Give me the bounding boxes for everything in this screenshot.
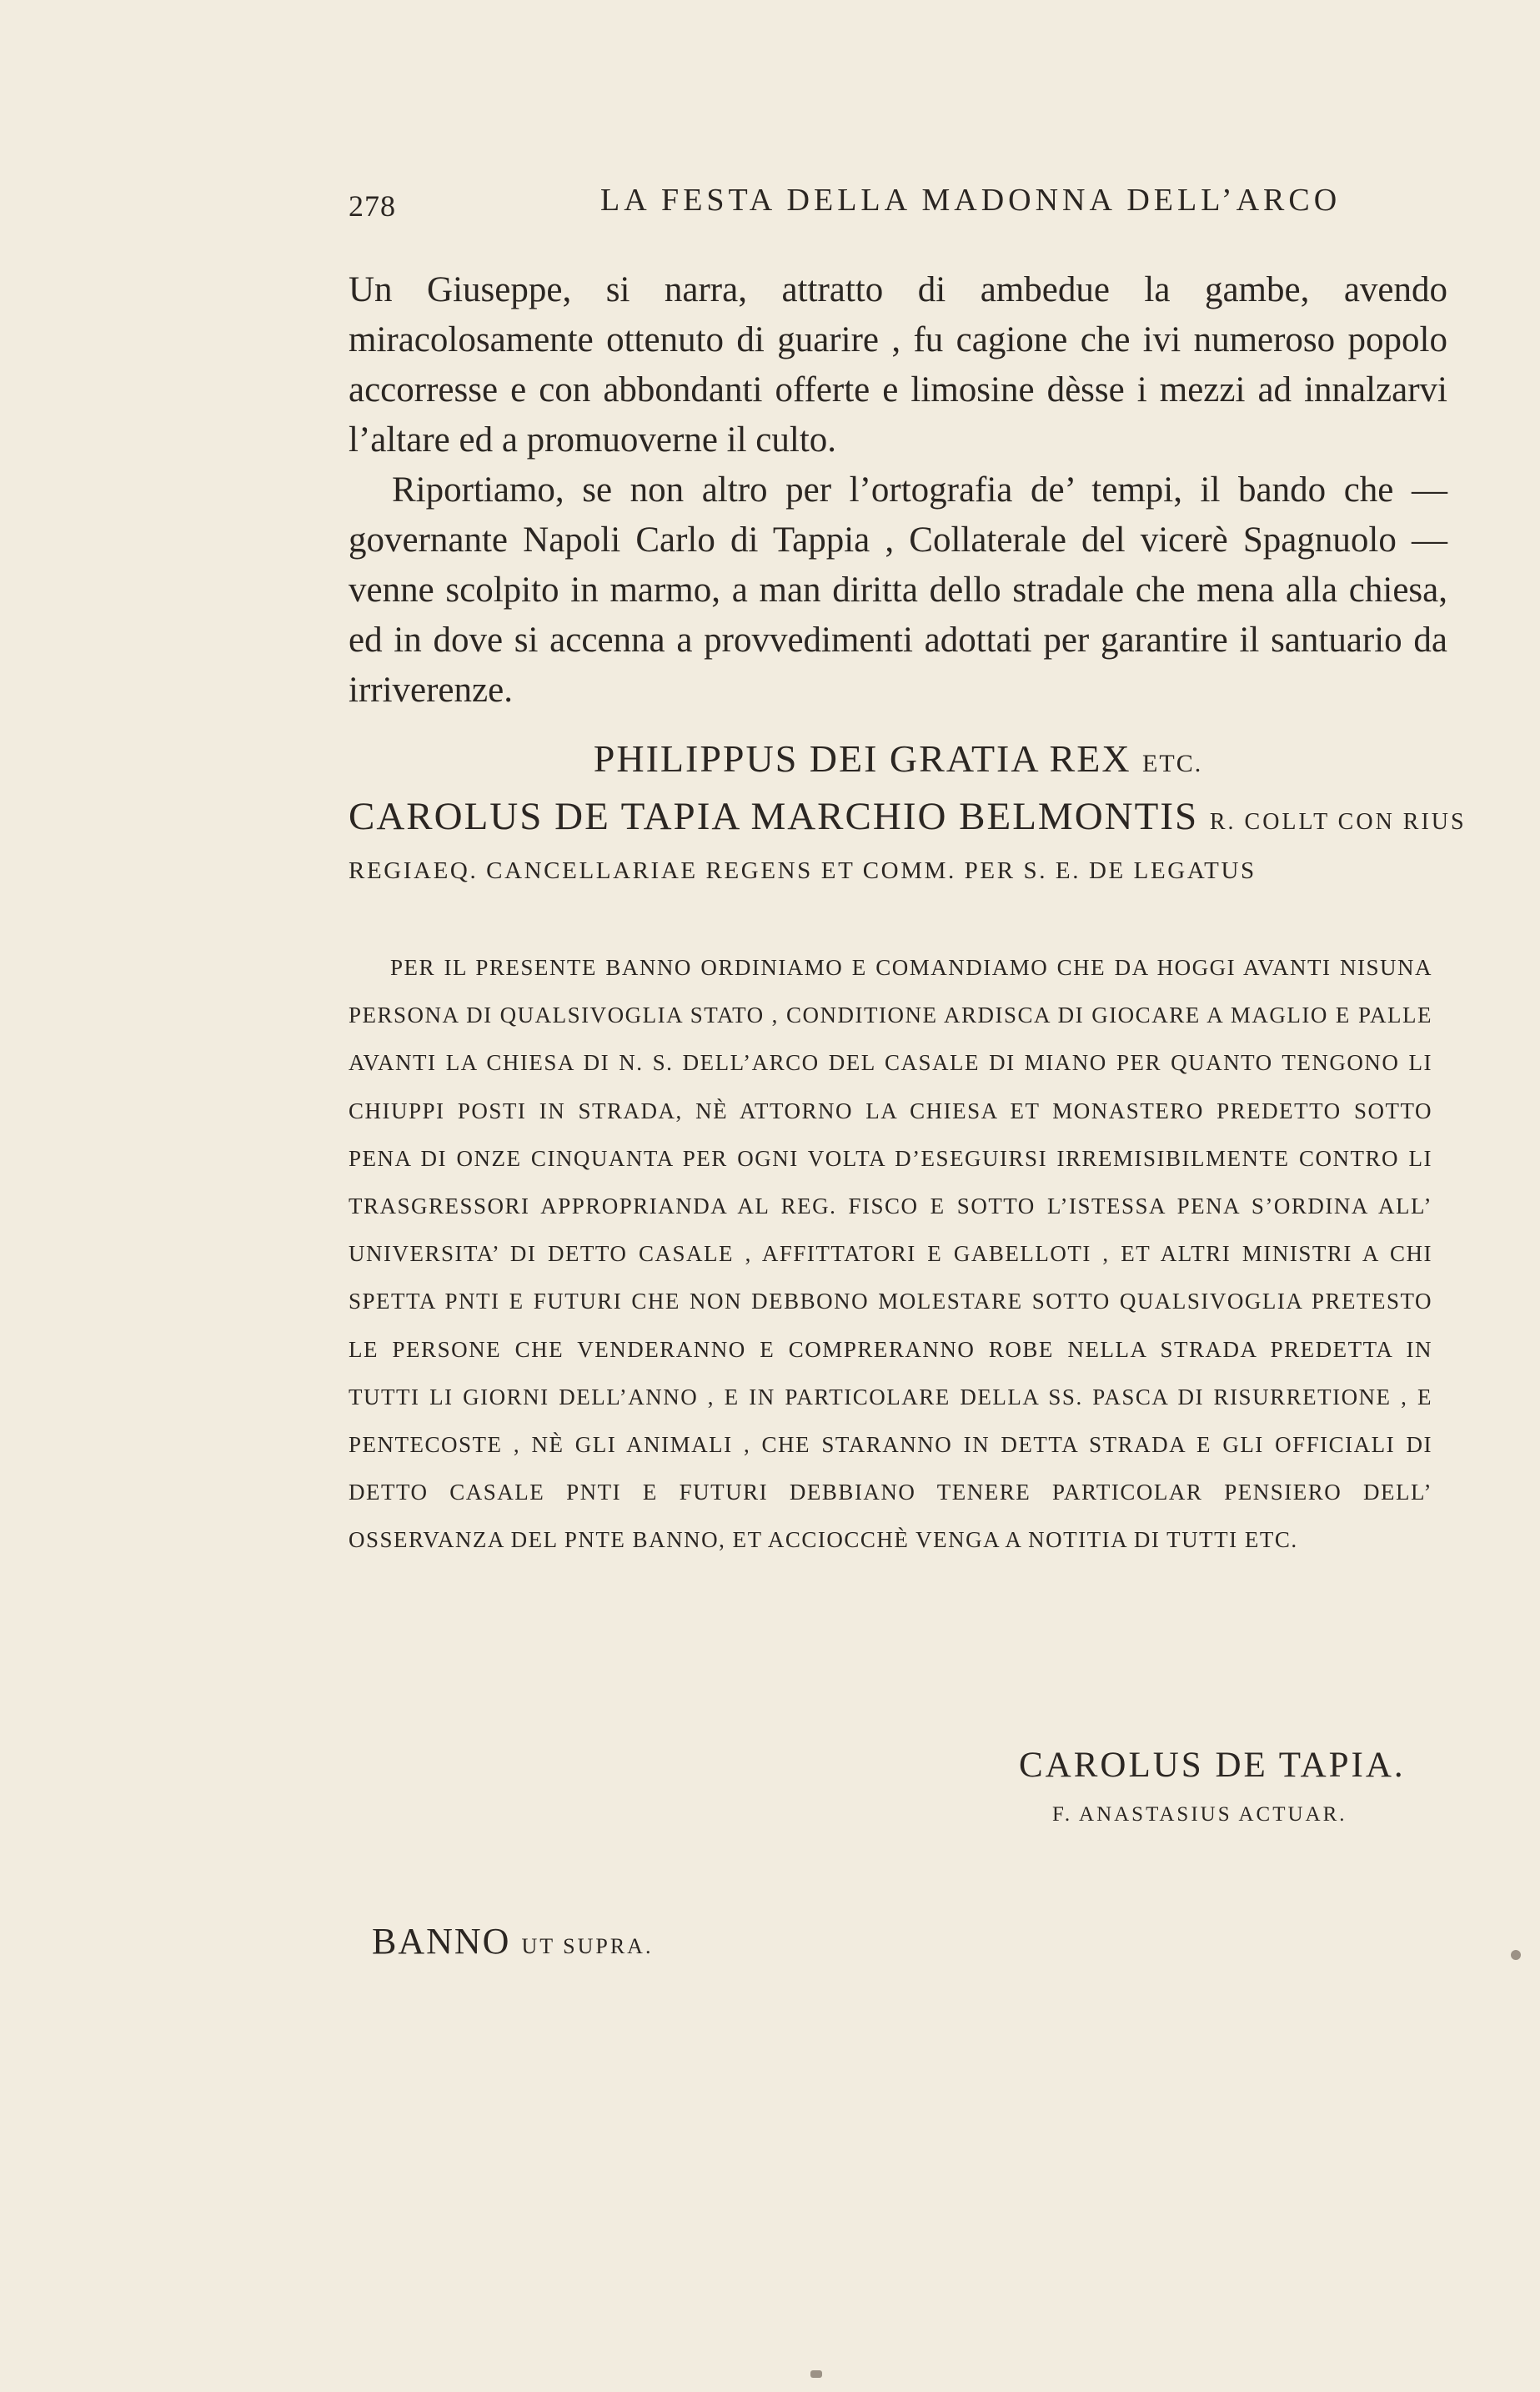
decree-body	[349, 944, 1432, 1565]
decree-heading	[349, 734, 1467, 892]
closing-main: BANNO	[372, 1921, 511, 1962]
running-title: LA FESTA DELLA MADONNA DELL’ARCO	[600, 183, 1342, 218]
decree-countersign: F. ANASTASIUS ACTUAR.	[1052, 1803, 1347, 1826]
decree-heading-main: PHILIPPUS DEI GRATIA REX	[593, 737, 1131, 780]
decree-signature: CAROLUS DE TAPIA.	[1019, 1746, 1406, 1785]
closing-small: UT SUPRA.	[521, 1934, 654, 1958]
paragraph-riportiamo: Riportiamo, se non altro per l’ortografia de’ tempi, il bando che — governante Napoli Carlo di Tappia , Collaterale del vicerè Spagnuolo — venne scolpito in marmo, a man diritta dello stradale che mena alla chiesa, ed in dove si accenna a provvedimenti adottati per garantire il santuario da irriverenze.	[349, 470, 1447, 710]
decree-issuer-title: REGIAEQ. CANCELLARIAE REGENS ET COMM. PER S. E. DE LEGATUS	[349, 857, 1257, 884]
paper-spot	[810, 2370, 822, 2378]
decree-closing	[372, 1920, 653, 1962]
decree-issuer-suffix: R. COLLT CON RIUS	[1209, 809, 1467, 835]
decree-issuer-line	[349, 789, 1467, 850]
paper-spot	[1511, 1950, 1521, 1960]
running-header	[349, 182, 1416, 232]
decree-heading-line	[349, 734, 1447, 789]
page-number: 278	[349, 189, 396, 223]
decree-issuer-name: CAROLUS DE TAPIA MARCHIO BELMONTIS	[349, 795, 1199, 838]
paragraph-giuseppe: Un Giuseppe, si narra, attratto di ambedue la gambe, avendo miracolosamente ottenuto di guarire , fu cagione che ivi numeroso popolo accorresse e con abbondanti offerte e limosine dèsse i mezzi ad innalzarvi l’altare ed a promuoverne il culto.	[349, 270, 1447, 460]
body-text	[349, 265, 1447, 716]
decree-heading-etc: ETC.	[1142, 750, 1203, 777]
decree-text: PER IL PRESENTE BANNO ORDINIAMO E COMANDIAMO CHE DA HOGGI AVANTI NISUNA PERSONA DI QUALSIVOGLIA STATO , CONDITIONE ARDISCA DI GIOCARE A MAGLIO E PALLE AVANTI LA CHIESA DI N. S. DELL’ARCO DEL CASALE DI MIANO PER QUANTO TENGONO LI CHIUPPI POSTI IN STRADA, NÈ ATTORNO LA CHIESA ET MONASTERO PREDETTO SOTTO PENA DI ONZE CINQUANTA PER OGNI VOLTA D’ESEGUIRSI IRREMISIBILMENTE CONTRO LI TRASGRESSORI APPROPRIANDA AL REG. FISCO E SOTTO L’ISTESSA PENA S’ORDINA ALL’ UNIVERSITA’ DI DETTO CASALE , AFFITTATORI E GABELLOTI , ET ALTRI MINISTRI A CHI SPETTA PNTI E FUTURI CHE NON DEBBONO MOLESTARE SOTTO QUALSIVOGLIA PRETESTO LE PERSONE CHE VENDERANNO E COMPRERANNO ROBE NELLA STRADA PREDETTA IN TUTTI LI GIORNI DELL’ANNO , E IN PARTICOLARE DELLA SS. PASCA DI RISURRETIONE , E PENTECOSTE , NÈ GLI ANIMALI , CHE STARANNO IN DETTA STRADA E GLI OFFICIALI DI DETTO CASALE PNTI E FUTURI DEBBIANO TENERE PARTICOLAR PENSIERO DELL’ OSSERVANZA DEL PNTE BANNO, ET ACCIOCCHÈ VENGA A NOTITIA DI TUTTI ETC.	[349, 955, 1432, 1553]
